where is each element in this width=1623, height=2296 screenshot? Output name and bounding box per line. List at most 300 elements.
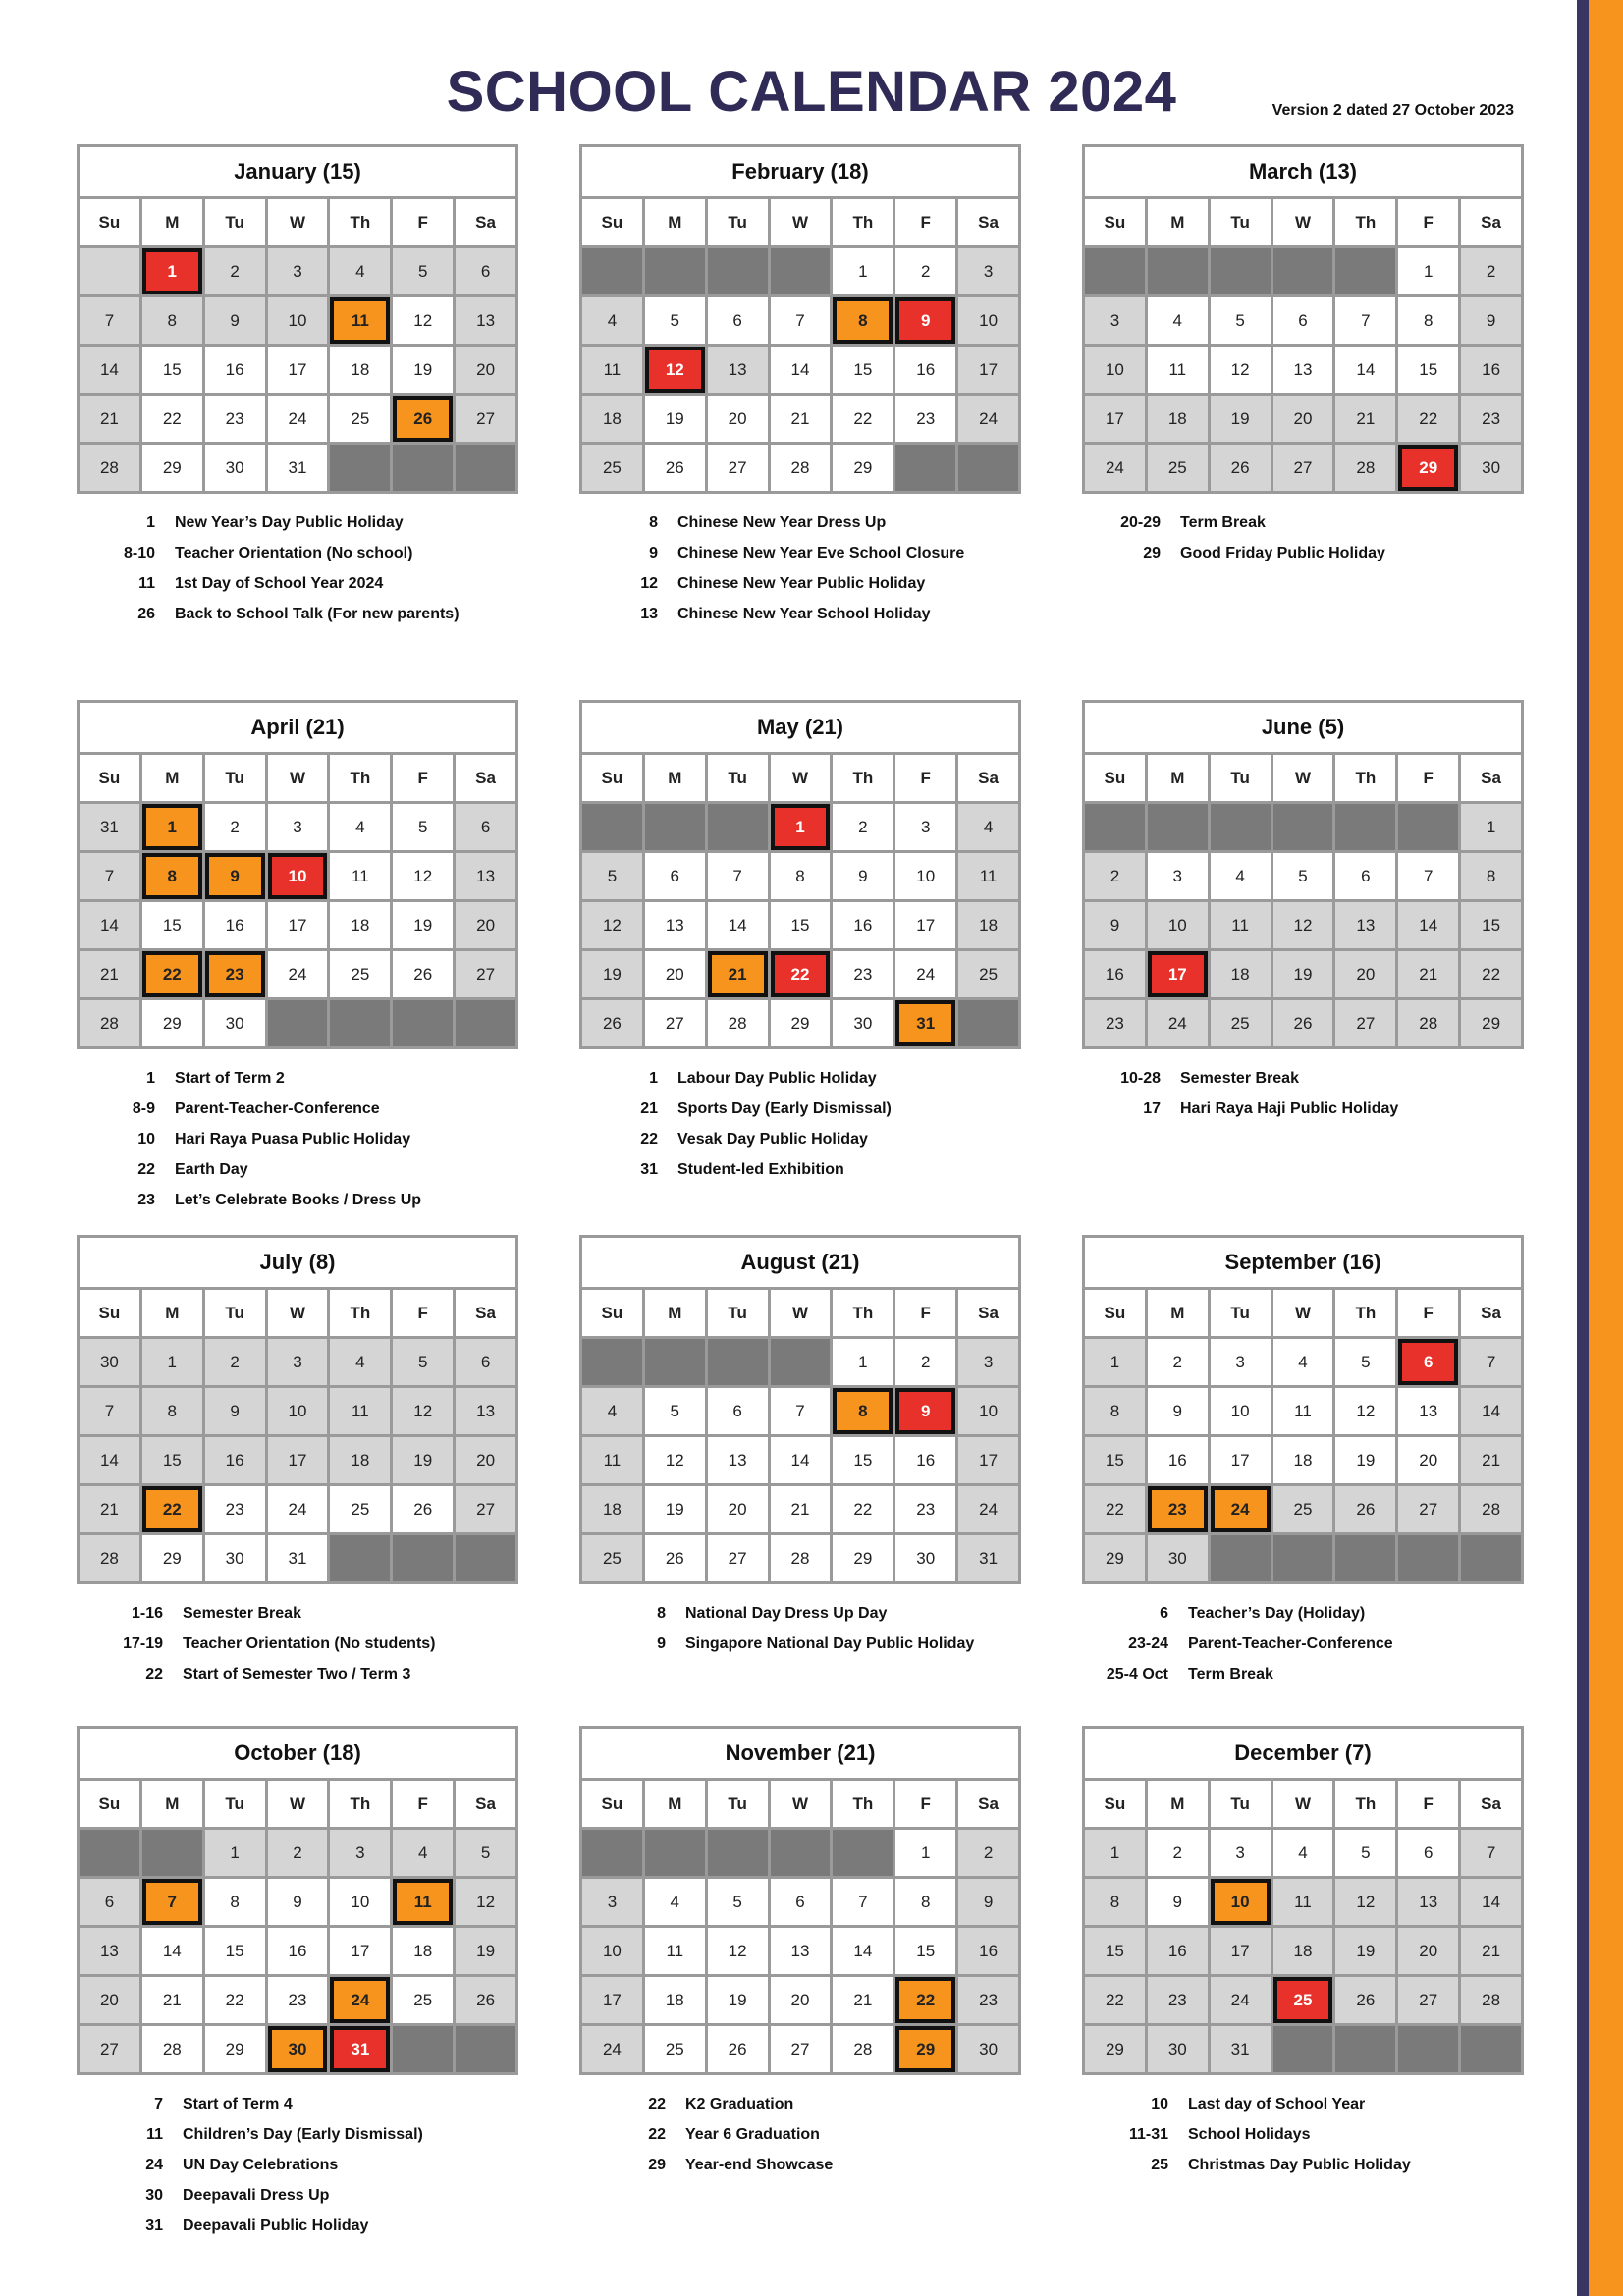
- event-date: 22: [648, 2125, 666, 2143]
- day-cell: 31: [895, 1000, 955, 1046]
- day-cell: 25: [1273, 1486, 1333, 1532]
- weekday-header: M: [142, 199, 202, 245]
- day-cell: 24: [582, 2026, 642, 2072]
- weekday-header: Sa: [1461, 1781, 1521, 1827]
- day-cell: 19: [393, 347, 453, 393]
- event-list: [579, 1063, 1021, 1185]
- month-title: April (21): [77, 700, 518, 752]
- day-cell: 20: [456, 1437, 515, 1483]
- day-cell: 31: [330, 2026, 390, 2072]
- day-cell: 11: [645, 1928, 705, 1974]
- day-cell: 3: [268, 1339, 328, 1385]
- day-cell: 13: [1398, 1388, 1458, 1434]
- day-cell: 28: [142, 2026, 202, 2072]
- day-cell: 4: [645, 1879, 705, 1925]
- event-date: 8: [657, 1604, 666, 1622]
- day-cell: 9: [1085, 902, 1145, 948]
- day-cell: 28: [80, 1000, 139, 1046]
- weekday-header: W: [1273, 1781, 1333, 1827]
- day-cell: 26: [393, 951, 453, 997]
- day-cell: 29: [1085, 1535, 1145, 1581]
- event-item: [77, 568, 518, 599]
- day-cell: 16: [1148, 1437, 1208, 1483]
- day-cell: 8: [833, 1388, 893, 1434]
- day-cell: 9: [205, 1388, 265, 1434]
- day-cell: 30: [1461, 445, 1521, 491]
- day-cell: 31: [268, 1535, 328, 1581]
- day-cell: 1: [1398, 248, 1458, 294]
- event-date: 21: [640, 1099, 658, 1117]
- day-cell: 2: [1461, 248, 1521, 294]
- day-cell: 4: [958, 804, 1018, 850]
- day-cell: 28: [1335, 445, 1395, 491]
- day-cell: 20: [1398, 1437, 1458, 1483]
- weekday-header: M: [142, 1290, 202, 1336]
- weekday-header: Tu: [1211, 755, 1271, 801]
- day-cell: 19: [393, 902, 453, 948]
- event-item: [77, 2180, 518, 2211]
- day-cell: 11: [1148, 347, 1208, 393]
- day-cell: 21: [1398, 951, 1458, 997]
- weekday-header: Sa: [456, 199, 515, 245]
- day-cell: 12: [393, 1388, 453, 1434]
- event-list: [1082, 2089, 1524, 2180]
- day-cell: 2: [1148, 1830, 1208, 1876]
- weekday-header: M: [1148, 1781, 1208, 1827]
- event-text: Start of Term 4: [183, 2095, 293, 2112]
- day-cell: 20: [1273, 396, 1333, 442]
- day-cell: 17: [1148, 951, 1208, 997]
- day-cell: 22: [142, 951, 202, 997]
- weekday-header: Tu: [1211, 1781, 1271, 1827]
- day-cell: 9: [895, 297, 955, 344]
- event-list: [1082, 1063, 1524, 1124]
- event-list: [77, 2089, 518, 2241]
- day-cell: 6: [1398, 1830, 1458, 1876]
- day-cell: 23: [1148, 1977, 1208, 2023]
- day-cell: 26: [1273, 1000, 1333, 1046]
- day-cell: 24: [958, 396, 1018, 442]
- day-cell: 14: [1461, 1388, 1521, 1434]
- event-text: Year-end Showcase: [685, 2156, 834, 2173]
- day-cell: 22: [833, 1486, 893, 1532]
- day-cell: 11: [330, 853, 390, 899]
- day-cell: 20: [1335, 951, 1395, 997]
- day-cell: 20: [456, 902, 515, 948]
- day-cell: 9: [1461, 297, 1521, 344]
- day-cell: 20: [1398, 1928, 1458, 1974]
- weekday-header: M: [645, 755, 705, 801]
- day-cell: 26: [1335, 1486, 1395, 1532]
- day-cell: 8: [833, 297, 893, 344]
- event-text: Semester Break: [1180, 1069, 1299, 1087]
- weekday-header: M: [142, 1781, 202, 1827]
- event-date: 10-28: [1120, 1069, 1161, 1087]
- day-cell: 30: [1148, 2026, 1208, 2072]
- weekday-header: M: [1148, 1290, 1208, 1336]
- day-cell: 9: [833, 853, 893, 899]
- weekday-header: Th: [330, 755, 390, 801]
- month-title: August (21): [579, 1235, 1021, 1287]
- event-date: 13: [640, 605, 658, 622]
- day-cell: 9: [895, 1388, 955, 1434]
- day-cell: 29: [895, 2026, 955, 2072]
- event-date: 25-4 Oct: [1106, 1665, 1168, 1682]
- empty-day-cell: [1335, 804, 1395, 850]
- day-cell: 13: [80, 1928, 139, 1974]
- day-cell: 15: [833, 347, 893, 393]
- day-cell: 7: [708, 853, 768, 899]
- day-cell: 27: [1398, 1486, 1458, 1532]
- day-cell: 10: [1148, 902, 1208, 948]
- event-item: [77, 1659, 518, 1689]
- day-cell: 8: [1085, 1879, 1145, 1925]
- day-cell: 29: [142, 1000, 202, 1046]
- event-date: 1: [649, 1069, 658, 1087]
- day-cell: 12: [393, 853, 453, 899]
- day-cell: 9: [268, 1879, 328, 1925]
- day-cell: 3: [268, 248, 328, 294]
- day-cell: 4: [1273, 1339, 1333, 1385]
- day-cell: 11: [582, 1437, 642, 1483]
- day-cell: 10: [330, 1879, 390, 1925]
- day-cell: 13: [708, 1437, 768, 1483]
- event-item: [77, 1094, 518, 1124]
- page-title: SCHOOL CALENDAR 2024: [446, 60, 1177, 124]
- day-cell: 24: [1211, 1977, 1271, 2023]
- event-text: UN Day Celebrations: [183, 2156, 339, 2173]
- empty-day-cell: [771, 1830, 831, 1876]
- event-item: [1082, 1094, 1524, 1124]
- weekday-header: Su: [80, 1290, 139, 1336]
- event-item: [77, 1598, 518, 1629]
- day-cell: 22: [1085, 1486, 1145, 1532]
- day-cell: 28: [771, 1535, 831, 1581]
- day-cell: 25: [958, 951, 1018, 997]
- empty-day-cell: [771, 1339, 831, 1385]
- day-cell: 24: [1211, 1486, 1271, 1532]
- day-cell: 1: [833, 1339, 893, 1385]
- weekday-header: Th: [330, 199, 390, 245]
- day-cell: 27: [708, 445, 768, 491]
- day-cell: 29: [142, 445, 202, 491]
- day-cell: 15: [142, 902, 202, 948]
- day-cell: 2: [1085, 853, 1145, 899]
- empty-day-cell: [80, 1830, 139, 1876]
- day-cell: 30: [80, 1339, 139, 1385]
- day-cell: 4: [330, 248, 390, 294]
- empty-day-cell: [1273, 1535, 1333, 1581]
- event-text: Start of Term 2: [175, 1069, 285, 1087]
- day-cell: 16: [205, 1437, 265, 1483]
- day-cell: 17: [330, 1928, 390, 1974]
- month-title: May (21): [579, 700, 1021, 752]
- month-block: [579, 1235, 1021, 1659]
- day-cell: 20: [708, 396, 768, 442]
- day-cell: 14: [80, 347, 139, 393]
- day-cell: 21: [1461, 1437, 1521, 1483]
- day-cell: 8: [142, 297, 202, 344]
- day-cell: 20: [645, 951, 705, 997]
- event-item: [77, 599, 518, 629]
- day-cell: 15: [142, 1437, 202, 1483]
- day-cell: 13: [456, 853, 515, 899]
- event-date: 1: [146, 513, 155, 531]
- day-cell: 13: [771, 1928, 831, 1974]
- day-cell: 8: [142, 1388, 202, 1434]
- day-cell: 27: [645, 1000, 705, 1046]
- day-cell: 4: [330, 1339, 390, 1385]
- day-cell: 11: [330, 297, 390, 344]
- event-list: [77, 1063, 518, 1215]
- day-cell: 17: [268, 902, 328, 948]
- empty-day-cell: [958, 445, 1018, 491]
- day-cell: 15: [895, 1928, 955, 1974]
- day-cell: 17: [895, 902, 955, 948]
- weekday-header: Sa: [456, 1781, 515, 1827]
- weekday-header: Tu: [1211, 1290, 1271, 1336]
- empty-day-cell: [456, 1000, 515, 1046]
- event-text: Start of Semester Two / Term 3: [183, 1665, 411, 1682]
- day-cell: 18: [1211, 951, 1271, 997]
- day-cell: 4: [1273, 1830, 1333, 1876]
- event-date: 23-24: [1128, 1634, 1168, 1652]
- month-title: October (18): [77, 1726, 518, 1778]
- event-item: [579, 538, 1021, 568]
- weekday-header: Sa: [456, 755, 515, 801]
- day-cell: 14: [80, 1437, 139, 1483]
- day-cell: 5: [645, 297, 705, 344]
- event-item: [77, 2119, 518, 2150]
- day-cell: 10: [1211, 1388, 1271, 1434]
- day-cell: 19: [1211, 396, 1271, 442]
- day-cell: 16: [205, 347, 265, 393]
- day-cell: 2: [1148, 1339, 1208, 1385]
- empty-day-cell: [393, 1000, 453, 1046]
- weekday-header: F: [393, 755, 453, 801]
- day-cell: 5: [393, 248, 453, 294]
- event-item: [579, 568, 1021, 599]
- event-item: [77, 2211, 518, 2241]
- day-cell: 7: [1398, 853, 1458, 899]
- event-item: [1082, 1629, 1524, 1659]
- day-cell: 24: [268, 951, 328, 997]
- day-cell: 18: [330, 347, 390, 393]
- event-item: [1082, 507, 1524, 538]
- empty-day-cell: [1273, 804, 1333, 850]
- month-grid: [1082, 1287, 1524, 1584]
- weekday-header: F: [1398, 755, 1458, 801]
- day-cell: 20: [771, 1977, 831, 2023]
- event-date: 25: [1151, 2156, 1168, 2173]
- month-block: [77, 700, 518, 1215]
- day-cell: 14: [833, 1928, 893, 1974]
- day-cell: 23: [958, 1977, 1018, 2023]
- day-cell: 21: [771, 1486, 831, 1532]
- brand-stripe-orange: [1589, 0, 1623, 2296]
- empty-day-cell: [708, 1339, 768, 1385]
- day-cell: 18: [582, 396, 642, 442]
- day-cell: 21: [1335, 396, 1395, 442]
- day-cell: 28: [833, 2026, 893, 2072]
- event-list: [579, 1598, 1021, 1659]
- day-cell: 5: [393, 1339, 453, 1385]
- day-cell: 20: [708, 1486, 768, 1532]
- day-cell: 1: [771, 804, 831, 850]
- event-item: [77, 2089, 518, 2119]
- day-cell: 19: [393, 1437, 453, 1483]
- event-item: [77, 1124, 518, 1154]
- empty-day-cell: [1273, 2026, 1333, 2072]
- day-cell: 22: [1398, 396, 1458, 442]
- day-cell: 18: [1273, 1437, 1333, 1483]
- day-cell: 17: [1211, 1928, 1271, 1974]
- day-cell: 24: [268, 1486, 328, 1532]
- weekday-header: Sa: [958, 1290, 1018, 1336]
- day-cell: 17: [268, 347, 328, 393]
- weekday-header: F: [895, 755, 955, 801]
- day-cell: 19: [1335, 1928, 1395, 1974]
- weekday-header: Sa: [1461, 1290, 1521, 1336]
- day-cell: 23: [895, 396, 955, 442]
- day-cell: 3: [268, 804, 328, 850]
- weekday-header: W: [268, 1781, 328, 1827]
- event-date: 20-29: [1120, 513, 1161, 531]
- day-cell: 13: [1398, 1879, 1458, 1925]
- day-cell: 6: [708, 1388, 768, 1434]
- month-grid: [579, 1778, 1021, 2075]
- day-cell: 1: [1085, 1830, 1145, 1876]
- day-cell: 29: [1461, 1000, 1521, 1046]
- month-block: [1082, 1235, 1524, 1689]
- day-cell: 27: [1335, 1000, 1395, 1046]
- day-cell: 26: [1335, 1977, 1395, 2023]
- month-grid: [77, 1778, 518, 2075]
- day-cell: 3: [1085, 297, 1145, 344]
- day-cell: 12: [708, 1928, 768, 1974]
- month-block: [1082, 144, 1524, 568]
- day-cell: 5: [456, 1830, 515, 1876]
- event-text: Christmas Day Public Holiday: [1188, 2156, 1411, 2173]
- day-cell: 18: [1148, 396, 1208, 442]
- day-cell: 10: [1211, 1879, 1271, 1925]
- event-item: [1082, 2150, 1524, 2180]
- event-item: [1082, 1659, 1524, 1689]
- event-item: [77, 538, 518, 568]
- day-cell: 5: [1211, 297, 1271, 344]
- weekday-header: W: [1273, 199, 1333, 245]
- day-cell: 3: [1211, 1830, 1271, 1876]
- weekday-header: Th: [1335, 1290, 1395, 1336]
- day-cell: 1: [1461, 804, 1521, 850]
- day-cell: 21: [771, 396, 831, 442]
- day-cell: 28: [80, 1535, 139, 1581]
- event-text: Term Break: [1180, 513, 1266, 531]
- event-text: Earth Day: [175, 1160, 248, 1178]
- day-cell: 24: [268, 396, 328, 442]
- event-text: Student-led Exhibition: [677, 1160, 844, 1178]
- day-cell: 5: [582, 853, 642, 899]
- event-item: [1082, 1598, 1524, 1629]
- day-cell: 26: [645, 1535, 705, 1581]
- month-title: September (16): [1082, 1235, 1524, 1287]
- day-cell: 24: [958, 1486, 1018, 1532]
- day-cell: 10: [958, 1388, 1018, 1434]
- empty-day-cell: [1398, 2026, 1458, 2072]
- day-cell: 29: [833, 1535, 893, 1581]
- day-cell: 31: [268, 445, 328, 491]
- day-cell: 31: [958, 1535, 1018, 1581]
- event-text: Term Break: [1188, 1665, 1273, 1682]
- day-cell: 23: [205, 1486, 265, 1532]
- day-cell: 7: [771, 1388, 831, 1434]
- day-cell: 27: [1273, 445, 1333, 491]
- day-cell: 29: [1398, 445, 1458, 491]
- day-cell: 25: [1211, 1000, 1271, 1046]
- weekday-header: Su: [582, 1290, 642, 1336]
- weekday-header: Tu: [708, 755, 768, 801]
- day-cell: 15: [1461, 902, 1521, 948]
- day-cell: 1: [895, 1830, 955, 1876]
- day-cell: 21: [142, 1977, 202, 2023]
- day-cell: 22: [205, 1977, 265, 2023]
- event-text: Deepavali Public Holiday: [183, 2216, 369, 2234]
- day-cell: 6: [645, 853, 705, 899]
- day-cell: 1: [142, 1339, 202, 1385]
- day-cell: 18: [582, 1486, 642, 1532]
- day-cell: 23: [1085, 1000, 1145, 1046]
- weekday-header: W: [268, 755, 328, 801]
- day-cell: 12: [1273, 902, 1333, 948]
- day-cell: 25: [330, 951, 390, 997]
- event-date: 1: [146, 1069, 155, 1087]
- empty-day-cell: [1461, 2026, 1521, 2072]
- day-cell: 26: [582, 1000, 642, 1046]
- event-text: Chinese New Year Eve School Closure: [677, 544, 965, 561]
- day-cell: 26: [1211, 445, 1271, 491]
- month-block: [77, 144, 518, 629]
- day-cell: 2: [895, 1339, 955, 1385]
- weekday-header: Su: [1085, 1781, 1145, 1827]
- weekday-header: Su: [1085, 755, 1145, 801]
- day-cell: 26: [645, 445, 705, 491]
- day-cell: 16: [1461, 347, 1521, 393]
- event-text: K2 Graduation: [685, 2095, 794, 2112]
- event-text: Last day of School Year: [1188, 2095, 1366, 2112]
- event-item: [579, 2119, 1021, 2150]
- event-list: [1082, 1598, 1524, 1689]
- event-text: Sports Day (Early Dismissal): [677, 1099, 892, 1117]
- day-cell: 4: [582, 297, 642, 344]
- day-cell: 19: [456, 1928, 515, 1974]
- day-cell: 9: [1148, 1388, 1208, 1434]
- event-date: 29: [648, 2156, 666, 2173]
- day-cell: 13: [708, 347, 768, 393]
- day-cell: 9: [205, 853, 265, 899]
- day-cell: 29: [833, 445, 893, 491]
- day-cell: 28: [1461, 1977, 1521, 2023]
- day-cell: 29: [771, 1000, 831, 1046]
- empty-day-cell: [1085, 804, 1145, 850]
- day-cell: 28: [80, 445, 139, 491]
- day-cell: 10: [582, 1928, 642, 1974]
- event-date: 29: [1143, 544, 1161, 561]
- day-cell: 11: [1273, 1879, 1333, 1925]
- event-item: [579, 1124, 1021, 1154]
- day-cell: 21: [80, 396, 139, 442]
- weekday-header: Sa: [1461, 755, 1521, 801]
- event-item: [579, 1094, 1021, 1124]
